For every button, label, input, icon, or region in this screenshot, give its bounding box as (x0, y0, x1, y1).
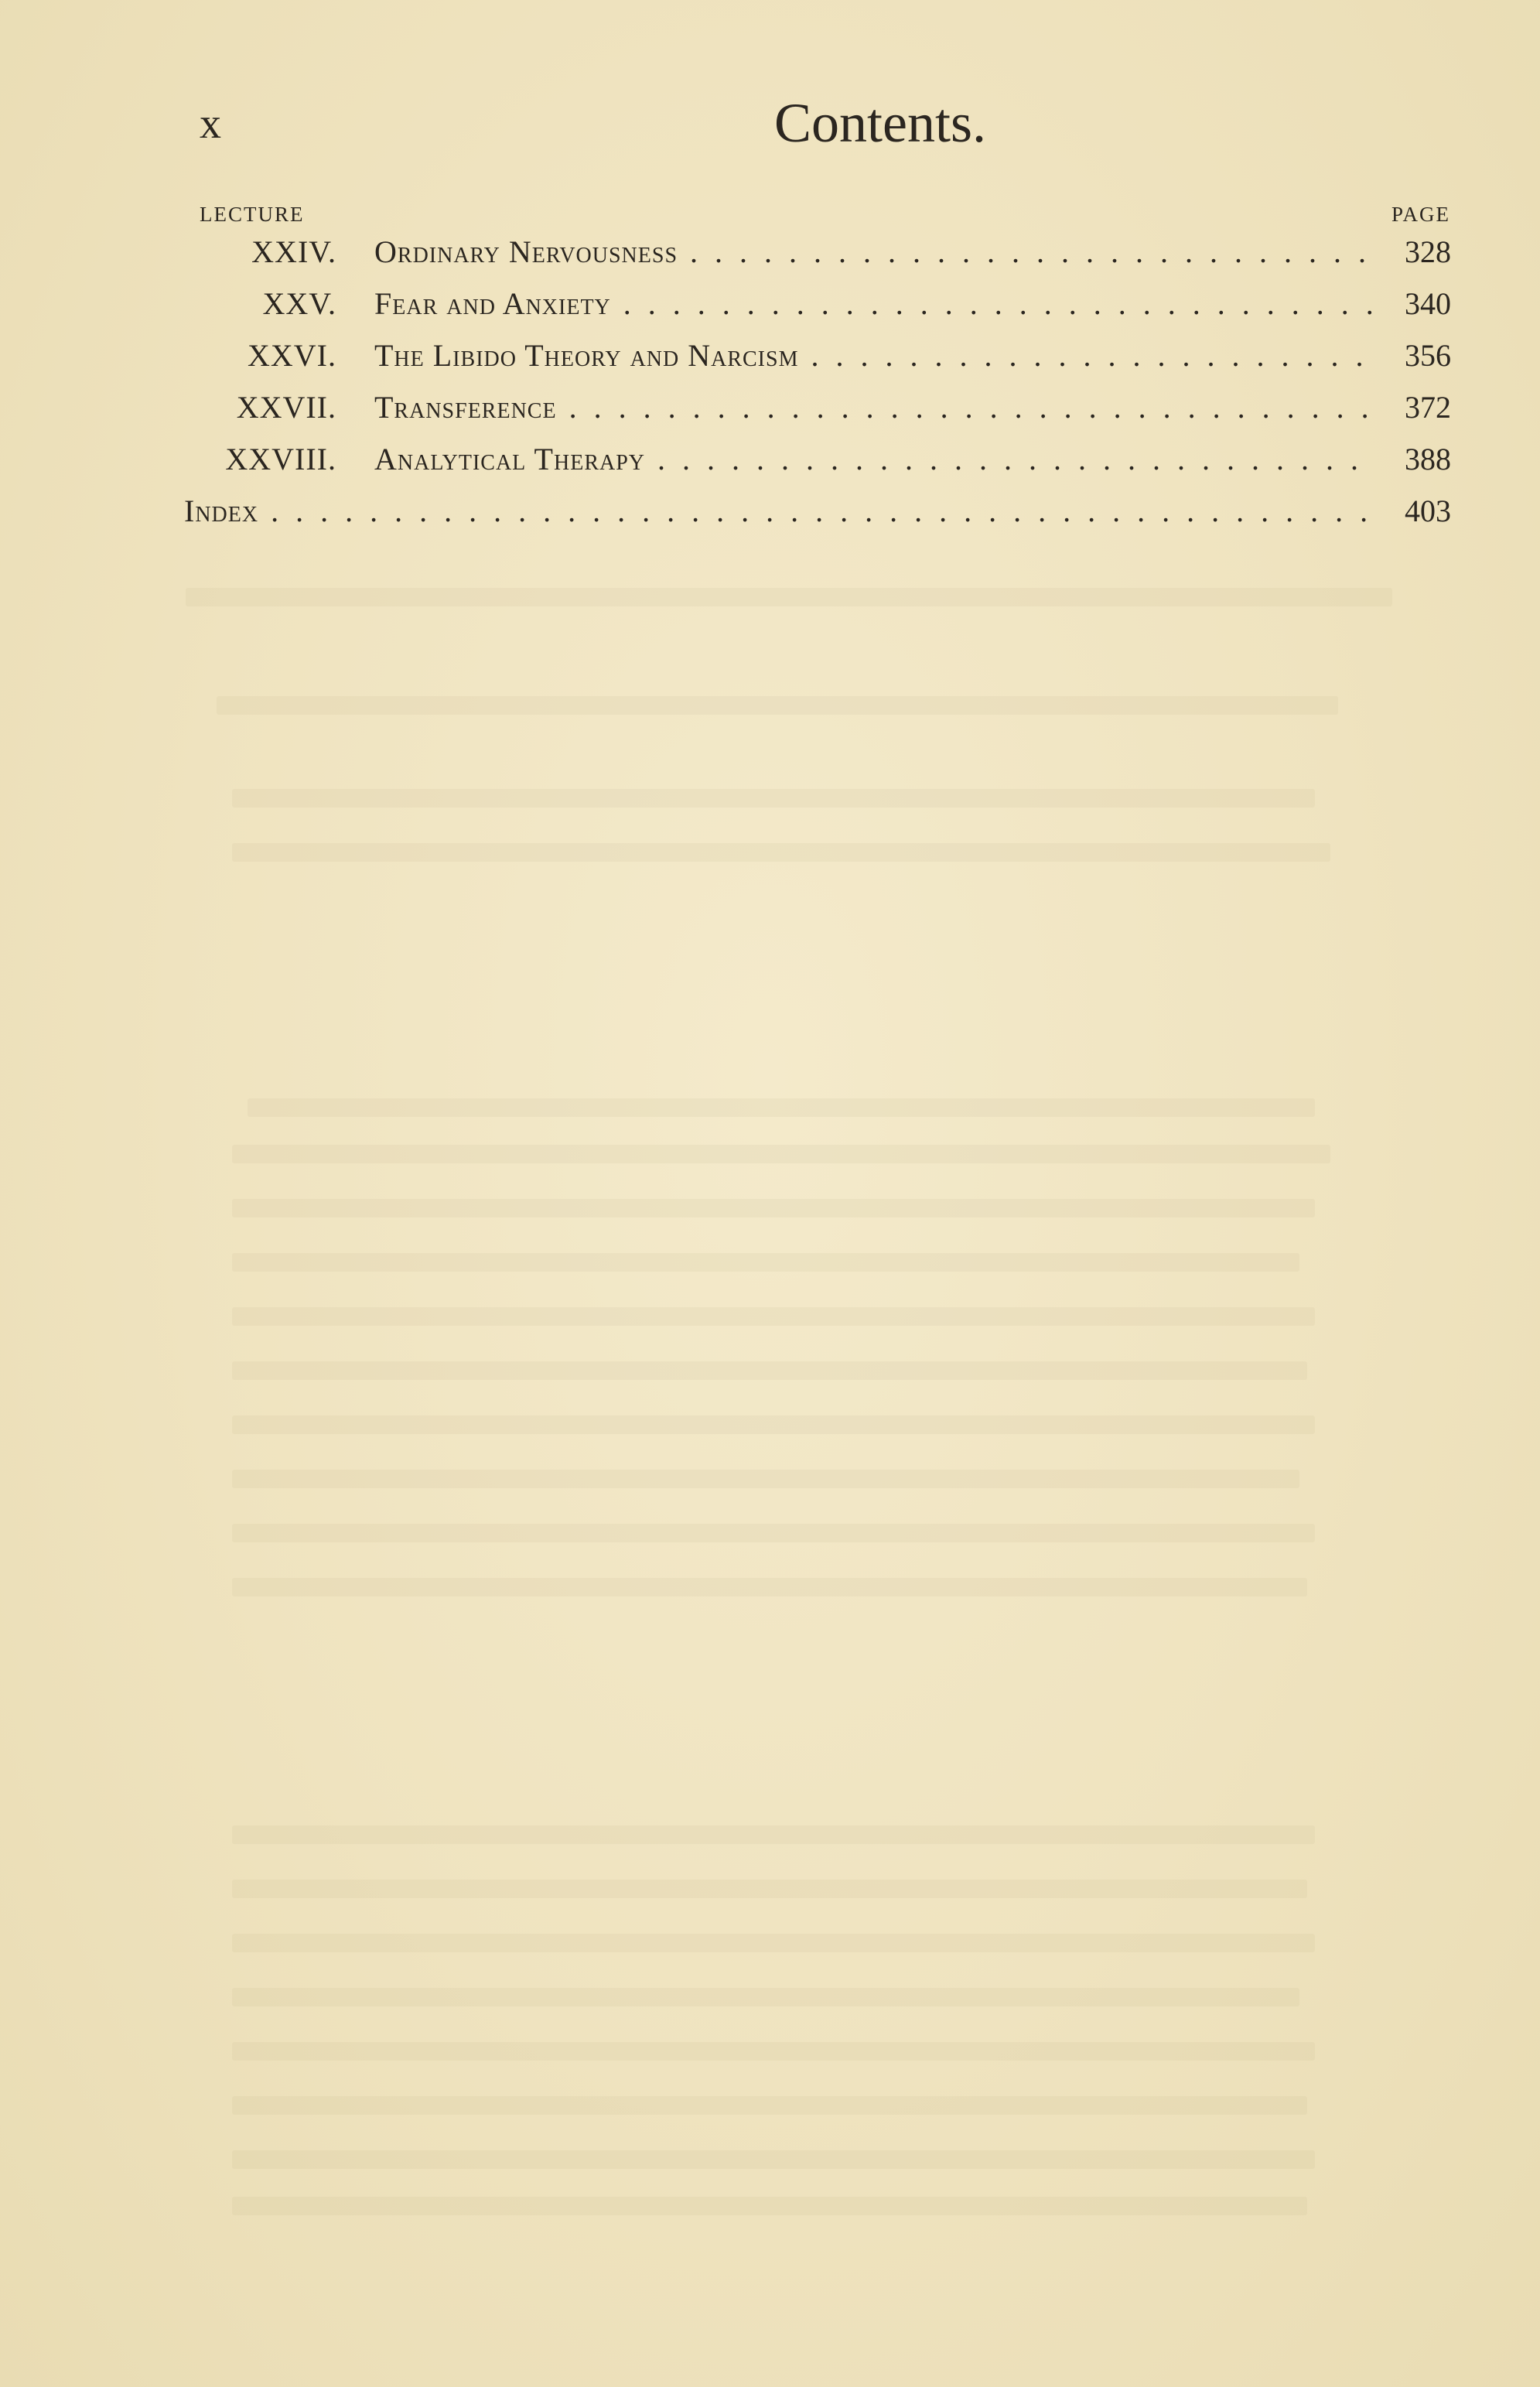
bleed-through-line (232, 1145, 1330, 1163)
bleed-through-line (232, 2150, 1315, 2169)
bleed-through-line (232, 2197, 1307, 2215)
bleed-through-line (232, 1470, 1299, 1488)
bleed-through-line (232, 1307, 1315, 1326)
dot-leader (271, 485, 1372, 537)
toc-entry (178, 330, 1451, 381)
page-ref: 340 (1405, 286, 1451, 321)
bleed-through-line (232, 1934, 1315, 1952)
toc-entry (178, 381, 1451, 433)
page-ref: 372 (1405, 390, 1451, 425)
bleed-through-line (232, 1199, 1315, 1217)
dot-leader (690, 226, 1372, 278)
index-title: Index (184, 493, 259, 528)
page-ref: 356 (1405, 338, 1451, 373)
toc-entry (178, 226, 1451, 278)
bleed-through-line (232, 1825, 1315, 1844)
toc-index-entry (178, 485, 1451, 537)
toc-entry (178, 278, 1451, 330)
bleed-through-line (232, 843, 1330, 862)
lecture-title: Ordinary Nervousness (374, 234, 678, 269)
lecture-column-heading: LECTURE (200, 203, 305, 226)
page-number: x (200, 100, 223, 148)
bleed-through-line (232, 1880, 1307, 1898)
lecture-numeral: XXVI. (248, 338, 336, 373)
running-title: Contents. (773, 92, 986, 154)
page-column-heading: PAGE (1391, 203, 1450, 226)
page-ref: 403 (1405, 493, 1451, 528)
bleed-through-line (248, 1098, 1315, 1117)
dot-leader (657, 433, 1372, 485)
table-of-contents (178, 226, 1451, 537)
bleed-through-line (232, 1524, 1315, 1542)
bleed-through-line (232, 1988, 1299, 2006)
toc-entry-line (374, 433, 1451, 485)
lecture-numeral: XXVIII. (225, 442, 336, 476)
lecture-title: Transference (374, 390, 557, 425)
bleed-through-line (232, 789, 1315, 808)
bleed-through-line (217, 696, 1338, 715)
page-ref: 388 (1405, 442, 1451, 476)
lecture-title: The Libido Theory and Narcism (374, 338, 799, 373)
bleed-through-line (186, 588, 1392, 606)
toc-entry (178, 433, 1451, 485)
page-ref: 328 (1405, 234, 1451, 269)
bleed-through-line (232, 1361, 1307, 1380)
dot-leader (569, 381, 1372, 433)
page-header (200, 91, 1453, 161)
lecture-numeral: XXV. (262, 286, 336, 321)
bleed-through-line (232, 1253, 1299, 1272)
dot-leader (623, 278, 1372, 330)
bleed-through-line (232, 1415, 1315, 1434)
toc-entry-line (374, 381, 1451, 433)
toc-entry-line (374, 278, 1451, 330)
toc-entry-line (374, 330, 1451, 381)
bleed-through-line (232, 2042, 1315, 2061)
toc-entry-line (184, 485, 1451, 537)
lecture-title: Analytical Therapy (374, 442, 646, 476)
lecture-title: Fear and Anxiety (374, 286, 611, 321)
toc-entry-line (374, 226, 1451, 278)
dot-leader (811, 330, 1372, 381)
bleed-through-line (232, 1578, 1307, 1596)
bleed-through-line (232, 2096, 1307, 2115)
lecture-numeral: XXVII. (236, 390, 336, 425)
lecture-numeral: XXIV. (251, 234, 336, 269)
